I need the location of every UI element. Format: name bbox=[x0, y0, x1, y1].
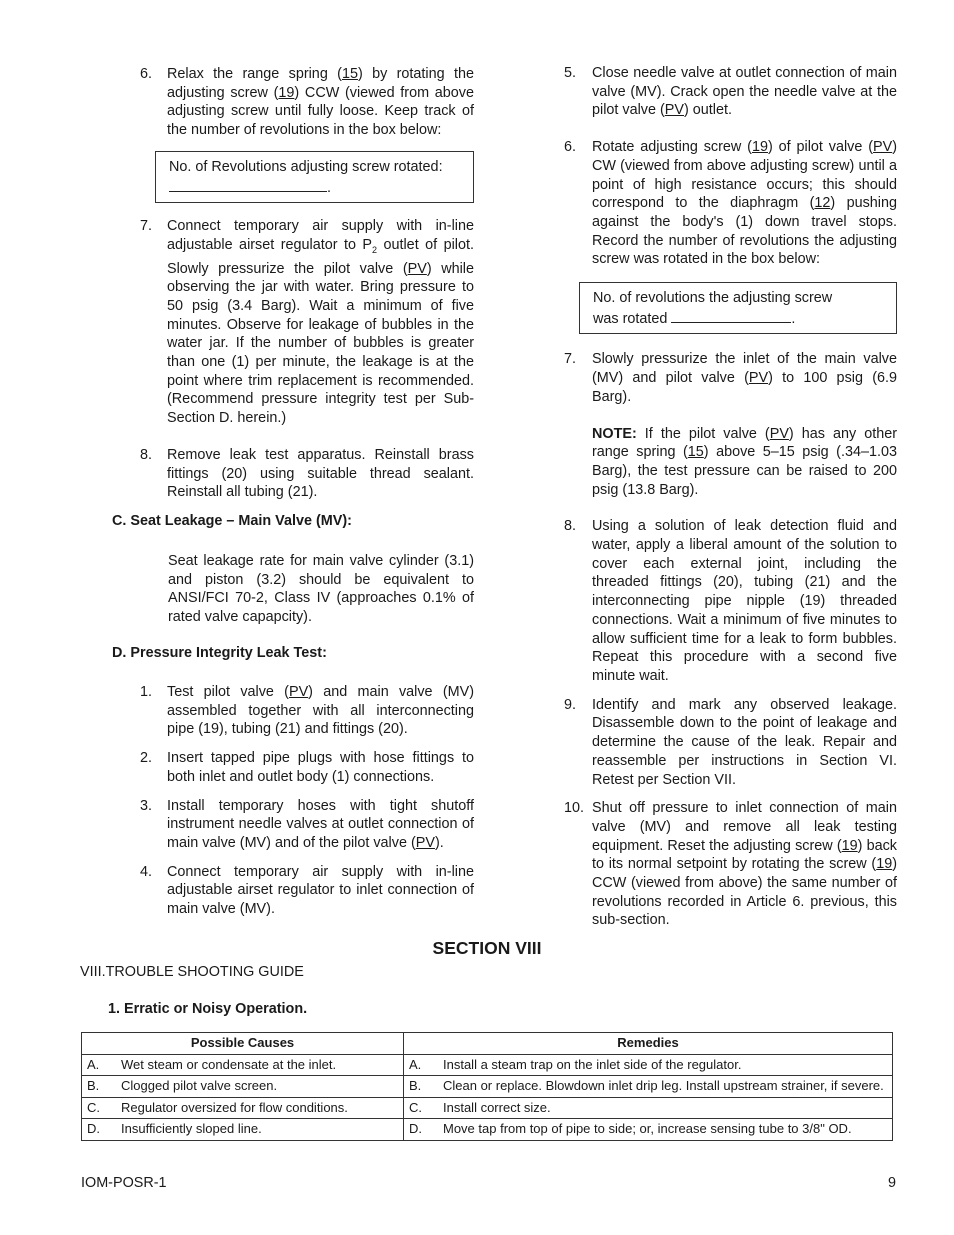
section-c-heading: C. Seat Leakage – Main Valve (MV): bbox=[112, 513, 352, 529]
step-text: Relax the range spring (15) by rotating the adjusting screw (19) CCW (viewed from above adjusting screw until fully loose. Keep track of the number of revolutions in the box below: bbox=[167, 66, 474, 139]
step-text: Shut off pressure to inlet connection of main valve (MV) and remove all leak testing equipment. Reset the adjusting screw (19) back to its normal setpoint by rotating the screw (19) CCW (viewed from above) the same number of revolutions recorded in Article 6. previous, this sub-section. bbox=[592, 800, 897, 929]
remedy-cell: C. Install correct size. bbox=[404, 1097, 893, 1119]
column-header-causes: Possible Causes bbox=[82, 1033, 404, 1055]
step-8-left bbox=[140, 446, 474, 502]
step-7-right bbox=[564, 350, 897, 406]
remedy-cell: A. Install a steam trap on the inlet side of the regulator. bbox=[404, 1054, 893, 1076]
step-7-left bbox=[140, 217, 474, 428]
step-10-right bbox=[564, 799, 897, 930]
section-c-body: Seat leakage rate for main valve cylinder (3.1) and piston (3.2) should be equivalent to ANSI/FCI 70-2, Class IV (approaches 0.1% of rated valve capapcity). bbox=[168, 553, 474, 626]
cause-cell: C. Regulator oversized for flow conditions. bbox=[82, 1097, 404, 1119]
step-number: 7. bbox=[564, 351, 577, 368]
step-number: 4. bbox=[140, 863, 153, 880]
step-number: 3. bbox=[140, 797, 153, 814]
page-number: 9 bbox=[887, 1175, 896, 1191]
table-header-row bbox=[82, 1033, 893, 1055]
d-step-3 bbox=[140, 797, 474, 853]
step-text: Close needle valve at outlet connection of main valve (MV). Crack open the needle valve at the pilot valve (PV) outlet. bbox=[592, 65, 897, 119]
table-row bbox=[82, 1076, 893, 1098]
revolutions-box: No. of Revolutions adjusting screw rotated: . bbox=[155, 151, 474, 203]
step-5-right bbox=[564, 64, 897, 120]
cause-cell: A. Wet steam or condensate at the inlet. bbox=[82, 1054, 404, 1076]
step-text: Using a solution of leak detection fluid and water, apply a liberal amount of the solution to cover each external joint, including the threaded fittings (20), tubing (21) and the interconnecting pipe nipple (19) threaded connections. Wait a minimum of five minutes to allow sufficient time for a leak to form bubbles. Repeat this procedure with a second five minute wait. bbox=[592, 518, 897, 684]
step-text: Rotate adjusting screw (19) of pilot valve (PV) CW (viewed from above adjusting screw) until a point of high resistance occurs; this should correspond to the diaphragm (12) pushing against the body's (1) down travel stops. Record the number of revolutions the adjusting screw was rotated in the box below: bbox=[592, 139, 898, 268]
revolutions-label: No. of Revolutions adjusting screw rotated: bbox=[169, 158, 443, 175]
step-text: Slowly pressurize the inlet of the main valve (MV) and pilot valve (PV) to 100 psig (6.9 Barg). bbox=[592, 351, 897, 405]
step-number: 1. bbox=[140, 684, 153, 700]
revolutions-blank bbox=[169, 177, 327, 192]
step-text: Install temporary hoses with tight shutoff instrument needle valves at outlet connection of main valve (MV) and of the pilot valve (PV). bbox=[167, 797, 474, 851]
step-8-right bbox=[564, 517, 897, 685]
step-number: 7. bbox=[140, 218, 153, 235]
document-id: IOM-POSR-1 bbox=[81, 1175, 167, 1191]
step-text: Connect temporary air supply with in-line adjustable airset regulator to $P_2$ outlet of pilot. Slowly pressurize the pilot valve (PV) while observing the jar with water. Bring pressure to 50 psig (3.4 Barg). Wait a minimum of five minutes. Observe for leakage of bubbles in the water jar. If the number of bubbles is greater than one (1) per minute, the leakage is at the point where trim replacement is recommended. (Recommend pressure integrity test per Sub-Section D. herein.) bbox=[167, 218, 474, 427]
note-right bbox=[564, 425, 897, 500]
guide-heading: VIII.TROUBLE SHOOTING GUIDE bbox=[80, 964, 304, 980]
d-step-1 bbox=[140, 683, 474, 739]
step-number: 6. bbox=[564, 139, 577, 156]
step-text: Identify and mark any observed leakage. Disassemble down to the point of leakage and determine the cause of the leak. Repair and reassemble per instructions in Section VI. Retest per Section VII. bbox=[592, 696, 897, 788]
left-column bbox=[140, 65, 474, 502]
table-row bbox=[82, 1054, 893, 1076]
d-step-4 bbox=[140, 863, 474, 919]
step-text: Insert tapped pipe plugs with hose fittings to both inlet and outlet body (1) connections. bbox=[167, 750, 474, 785]
step-number: 5. bbox=[564, 65, 577, 81]
step-number: 10. bbox=[564, 800, 585, 817]
troubleshooting-table bbox=[81, 1032, 893, 1141]
step-text: Test pilot valve (PV) and main valve (MV) assembled together with all interconnecting pipe (19), tubing (21) and fittings (20). bbox=[167, 684, 474, 738]
step-number: 8. bbox=[140, 446, 153, 463]
column-header-remedies: Remedies bbox=[404, 1033, 893, 1055]
step-6-left bbox=[140, 65, 474, 140]
step-text: Connect temporary air supply with in-line adjustable airset regulator to inlet connection of main valve (MV). bbox=[167, 863, 474, 918]
step-number: 8. bbox=[564, 518, 577, 535]
table-row bbox=[82, 1119, 893, 1141]
step-6-right bbox=[564, 138, 897, 269]
section-d-heading: D. Pressure Integrity Leak Test: bbox=[112, 645, 327, 661]
cause-cell: B. Clogged pilot valve screen. bbox=[82, 1076, 404, 1098]
step-9-right bbox=[564, 696, 897, 790]
note-text: NOTE: If the pilot valve (PV) has any other range spring (15) above 5–15 psig (.34–1.03 Barg), the test pressure can be raised to 200 psig (13.8 Barg). bbox=[592, 425, 898, 498]
remedy-cell: D. Move tap from top of pipe to side; or, increase sensing tube to 3/8" OD. bbox=[404, 1119, 893, 1141]
d-step-2 bbox=[140, 749, 474, 786]
sub-heading: 1. Erratic or Noisy Operation. bbox=[108, 1001, 308, 1017]
table-row bbox=[82, 1097, 893, 1119]
right-column bbox=[564, 64, 897, 930]
step-number: 2. bbox=[140, 750, 153, 767]
cause-cell: D. Insufficiently sloped line. bbox=[82, 1119, 404, 1141]
remedy-cell: B. Clean or replace. Blowdown inlet drip leg. Install upstream strainer, if severe. bbox=[404, 1076, 893, 1098]
section-title: SECTION VIII bbox=[432, 938, 542, 958]
step-number: 6. bbox=[140, 66, 153, 82]
revolutions-label-2: No. of revolutions the adjusting screw bbox=[593, 290, 833, 307]
revolutions-box-2: No. of revolutions the adjusting screw was rotated . bbox=[579, 282, 897, 334]
step-text: Remove leak test apparatus. Reinstall brass fittings (20) using suitable thread sealant. Reinstall all tubing (21). bbox=[167, 446, 474, 501]
step-number: 9. bbox=[564, 696, 577, 713]
section-d-list bbox=[140, 683, 474, 919]
revolutions-blank-2 bbox=[671, 308, 791, 323]
